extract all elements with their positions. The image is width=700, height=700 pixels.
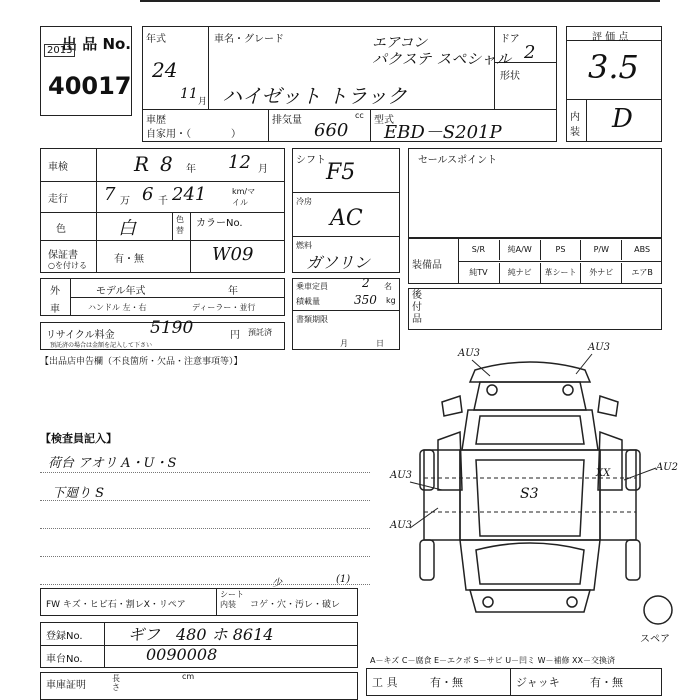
mirror-left — [442, 396, 462, 416]
taillight-left — [483, 597, 493, 607]
inspector-label: 【検査員記入】 — [40, 432, 117, 445]
lot-label: 出 品 No. — [62, 35, 132, 53]
color-no-value: W09 — [212, 244, 254, 265]
damage-mark-right-panel: XX — [596, 468, 611, 479]
cc-unit: cc — [355, 111, 364, 120]
aircon-text: エアコン — [372, 35, 428, 51]
note-line — [40, 584, 370, 585]
inspector-line-1: 荷台 アオリ A・U・S — [48, 456, 177, 471]
tools-value: 有・無 — [430, 676, 463, 689]
month-value: 11 — [180, 86, 198, 102]
mileage-sen-unit: 千 — [158, 196, 168, 207]
inspection-label: 車検 — [48, 162, 68, 173]
damage-mark-left-low: AU3 — [390, 520, 413, 531]
warranty-label: 保証書 — [48, 250, 78, 261]
inspection-year: 8 — [160, 152, 173, 176]
spare-label: スペア — [640, 634, 670, 645]
docs-month-unit: 月 — [340, 339, 348, 348]
damage-mark-right: AU2 — [656, 462, 679, 473]
note-line — [40, 500, 370, 501]
fw-mark-1: 少 — [272, 578, 282, 589]
fuel-value: ガソリン — [306, 253, 371, 272]
row-divider — [292, 192, 400, 193]
inspector-line-2: 下廻り S — [52, 486, 105, 501]
wheel-front-left — [420, 450, 434, 490]
ac-label: 冷房 — [296, 197, 312, 206]
docs-label: 書類期限 — [296, 315, 328, 324]
vehicle-value: 自家用・（ ） — [146, 129, 241, 140]
top-divider — [140, 0, 660, 2]
inspection-month: 12 — [228, 152, 251, 173]
damage-mark-center: S3 — [520, 486, 539, 502]
door-value: 2 — [524, 42, 536, 63]
displacement-value: 660 — [314, 120, 349, 141]
door-label: ドア — [500, 34, 520, 45]
inspection-month-unit: 月 — [258, 164, 268, 175]
month-suffix: 月 — [198, 97, 208, 107]
shape-label: 形状 — [500, 71, 520, 82]
bed-side-left — [424, 450, 460, 540]
inspection-era: R — [134, 152, 150, 176]
interior-label: 内装 — [570, 112, 580, 138]
wheel-rear-right — [626, 540, 640, 580]
col-divider — [104, 622, 105, 668]
warranty-note: ○を付ける — [48, 261, 87, 270]
bed-side-right — [600, 450, 636, 540]
col-divider — [96, 148, 97, 273]
cert-length: 長さ — [112, 674, 120, 692]
fw-mark-2: (1) — [336, 574, 351, 585]
cert-label: 車庫証明 — [46, 680, 86, 691]
model-year-unit: 年 — [228, 286, 238, 297]
shift-value: F5 — [326, 160, 356, 185]
damage-mark-top-right: AU3 — [588, 342, 611, 353]
eval-score: 3.5 — [588, 48, 639, 86]
row-divider — [458, 261, 662, 262]
warranty-value: 有・無 — [114, 254, 144, 265]
equipment-item: P/W — [580, 240, 621, 260]
note-line — [40, 472, 370, 473]
foreign-label-1: 外 — [50, 286, 60, 297]
year-value: 24 — [152, 58, 178, 82]
equipment-item: S/R — [471, 245, 486, 254]
displacement-label: 排気量 — [272, 115, 302, 126]
mileage-man: 7 — [104, 184, 116, 205]
spare-tire — [644, 596, 672, 624]
recycle-label: リサイクル料金 — [46, 330, 115, 341]
model-value: EBD－S201P — [384, 122, 502, 143]
fw-text: FW キズ・ヒビ石・割レX・リペア — [46, 600, 186, 610]
color-label: 色 — [56, 224, 66, 235]
equipment-item: 純A/W — [499, 240, 540, 260]
row-divider — [70, 297, 285, 298]
col-divider — [586, 99, 587, 142]
registration-value: ギフ 480 ホ 8614 — [128, 625, 274, 644]
equipment-item: 外ナビ — [580, 263, 621, 283]
front-bumper — [470, 362, 590, 382]
door-right — [598, 432, 622, 490]
capacity-label: 乗車定員 — [296, 282, 328, 291]
fuel-label: 燃料 — [296, 241, 312, 250]
headlight-left — [487, 385, 497, 395]
equipment-item: 純ナビ — [499, 263, 540, 283]
equipment-item: ABS — [621, 240, 662, 260]
row-divider — [566, 99, 662, 100]
mileage-man-unit: 万 — [120, 196, 130, 207]
foreign-label-2: 車 — [50, 304, 60, 315]
row-divider — [40, 240, 285, 241]
mileage-label: 走行 — [48, 194, 68, 205]
grade-value: パクステ スペシャル — [372, 50, 512, 68]
col-divider — [268, 109, 269, 142]
docs-day-unit: 日 — [376, 339, 384, 348]
capacity-value: 2 — [362, 276, 370, 290]
seller-report-label: 【出品店申告欄（不良箇所・欠品・注意事項等）】 — [40, 357, 243, 367]
dealer-label: ディーラー・並行 — [192, 303, 256, 312]
col-divider — [190, 212, 191, 273]
row-divider — [40, 212, 285, 213]
mileage-unit: km/マイル — [232, 187, 256, 207]
garage-cert-box — [40, 672, 358, 700]
name-grade-label: 車名・グレード — [214, 34, 284, 45]
col-divider — [208, 26, 209, 110]
load-unit: kg — [386, 296, 396, 305]
color-value: 白 — [118, 218, 136, 239]
recycle-value: 5190 — [150, 318, 194, 338]
mileage-rest: 241 — [172, 184, 207, 205]
sales-point-label: セールスポイント — [418, 155, 498, 166]
recycle-note: 預託済の場合は金額を記入して下さい — [50, 342, 153, 349]
inspection-year-unit: 年 — [186, 164, 196, 175]
equipment-label: 装備品 — [412, 260, 442, 271]
recycle-unit: 円 — [230, 330, 240, 341]
interior-value: D — [612, 104, 633, 134]
damage-legend: A－キズ C－腐食 E－エクボ S－サビ U－凹ミ W－補修 XX－交換済 — [370, 656, 616, 665]
retrofit-box — [408, 288, 662, 330]
chassis-value: 0090008 — [146, 645, 218, 664]
chassis-label: 車台No. — [46, 654, 83, 665]
shift-label: シフト — [296, 155, 326, 166]
row-divider — [292, 310, 400, 311]
retrofit-label: 後付品 — [412, 290, 422, 325]
model-label: 型式 — [374, 115, 394, 126]
vehicle-label: 車歴 — [146, 115, 166, 126]
col-divider — [172, 212, 173, 240]
equipment-item: エアB — [621, 263, 662, 283]
rear-panel — [460, 540, 600, 590]
year-label: 年式 — [146, 34, 166, 45]
seat-text: コゲ・穴・汚レ・破レ — [250, 600, 341, 610]
year-stamp: 2013 — [44, 44, 75, 57]
repaint-label: 色替 — [176, 215, 184, 235]
wheel-rear-left — [420, 540, 434, 580]
col-divider — [216, 588, 217, 616]
wheel-front-right — [626, 450, 640, 490]
note-line — [40, 556, 370, 557]
equipment-item: PS — [540, 240, 581, 260]
recycle-deposit: 預託済 — [248, 328, 272, 337]
row-divider — [40, 181, 285, 182]
damage-mark-top-left: AU3 — [458, 348, 481, 359]
rear-bumper — [470, 590, 590, 612]
mirror-right — [598, 396, 618, 416]
headlight-right — [563, 385, 573, 395]
note-line — [40, 528, 370, 529]
model-year-label: モデル年式 — [96, 286, 146, 297]
handle-label: ハンドル 左・右 — [88, 303, 147, 312]
jack-label: ジャッキ — [516, 676, 560, 689]
door-left — [438, 432, 462, 490]
ac-value: AC — [330, 206, 363, 231]
eval-label: 評 価 点 — [592, 32, 629, 43]
row-divider — [292, 236, 400, 237]
damage-mark-left: AU3 — [390, 470, 413, 481]
lot-number: 40017 — [48, 72, 132, 100]
equipment-item: 革シート — [540, 263, 581, 283]
cab-front — [474, 382, 586, 410]
equipment-item: 純TV — [469, 268, 488, 277]
load-label: 積載量 — [296, 297, 320, 306]
mileage-sen: 6 — [142, 184, 154, 205]
col-divider — [510, 668, 511, 696]
capacity-unit: 名 — [384, 282, 392, 291]
color-no-label: カラーNo. — [196, 218, 243, 229]
car-name-value: ハイゼット トラック — [222, 84, 407, 108]
tools-label: 工 具 — [372, 676, 398, 689]
jack-value: 有・無 — [590, 676, 623, 689]
registration-label: 登録No. — [46, 631, 83, 642]
cert-cm: cm — [182, 672, 195, 681]
taillight-right — [567, 597, 577, 607]
col-divider — [370, 109, 371, 142]
load-value: 350 — [354, 293, 377, 307]
seat-label: シート内装 — [220, 590, 244, 609]
